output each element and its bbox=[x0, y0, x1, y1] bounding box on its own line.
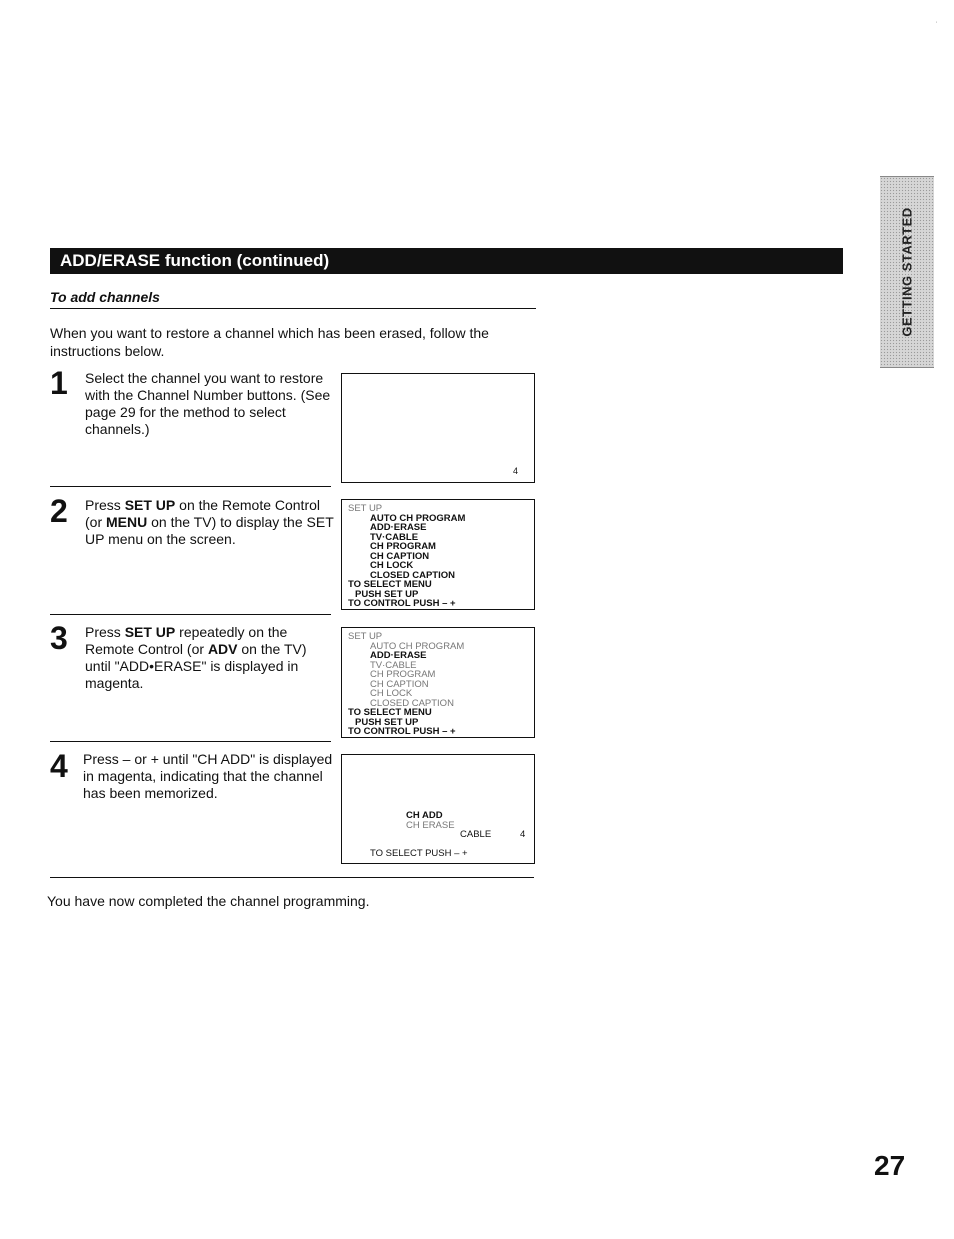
step-3-text: Press SET UP repeatedly on the Remote Control (or ADV on the TV) until "ADD•ERASE" is displayed in magenta. bbox=[85, 624, 307, 691]
step-2-text: Press SET UP on the Remote Control (or MENU on the TV) to display the SET UP menu on the screen. bbox=[85, 497, 334, 547]
screen-1-channel: 4 bbox=[512, 465, 518, 476]
tv-screen-ch-add bbox=[341, 754, 535, 864]
menu-item: CH CAPTION bbox=[370, 550, 430, 562]
menu-item: CH PROGRAM bbox=[370, 541, 436, 552]
step-4-text: Press – or + until "CH ADD" is displayed in magenta, indicating that the channel has been memorized. bbox=[83, 751, 333, 801]
menu-item: TV·CABLE bbox=[370, 531, 419, 543]
step-divider bbox=[50, 486, 331, 487]
section-title-bar: ADD/ERASE function (continued) bbox=[50, 248, 843, 274]
outro-paragraph: You have now completed the channel programming. bbox=[47, 893, 370, 909]
menu-item: CLOSED CAPTION bbox=[370, 697, 454, 709]
menu-footer: PUSH SET UP bbox=[355, 716, 419, 728]
step-divider bbox=[50, 614, 331, 615]
step-2-number: 2 bbox=[50, 493, 68, 529]
screen-4-channel: 4 bbox=[520, 829, 526, 840]
final-divider bbox=[50, 877, 534, 878]
menu-item: CLOSED CAPTION bbox=[370, 569, 455, 581]
menu-item: ADD·ERASE bbox=[370, 522, 427, 533]
menu-footer: TO CONTROL PUSH – + bbox=[348, 598, 456, 609]
getting-started-tab bbox=[880, 176, 934, 368]
menu-item: CH PROGRAM bbox=[370, 669, 436, 680]
menu-item: AUTO CH PROGRAM bbox=[370, 512, 466, 524]
menu-item: CH CAPTION bbox=[370, 678, 429, 690]
step-3-number: 3 bbox=[50, 620, 68, 656]
menu-item: AUTO CH PROGRAM bbox=[370, 640, 465, 652]
ch-erase-label: CH ERASE bbox=[406, 819, 455, 831]
step-1-text: Select the channel you want to restore with the Channel Number buttons. (See page 29 for the method to select channels.) bbox=[85, 370, 331, 437]
tv-screen-1 bbox=[341, 373, 535, 483]
menu-footer: TO SELECT MENU bbox=[348, 579, 432, 590]
menu-item: CH LOCK bbox=[370, 688, 413, 699]
tv-screen-setup-menu bbox=[341, 499, 535, 610]
intro-paragraph: When you want to restore a channel which has been erased, follow the instructions below. bbox=[50, 325, 489, 359]
menu-footer: PUSH SET UP bbox=[355, 588, 419, 600]
menu-item-highlighted: ADD·ERASE bbox=[370, 650, 427, 661]
screen-4-footer: TO SELECT PUSH – + bbox=[370, 848, 468, 859]
corner-mark: ' bbox=[936, 22, 938, 28]
menu-footer: TO SELECT MENU bbox=[348, 707, 432, 718]
menu-item: TV·CABLE bbox=[370, 659, 417, 671]
side-tab-label: GETTING STARTED bbox=[899, 207, 915, 337]
menu-title: SET UP bbox=[348, 503, 383, 514]
tv-screen-add-erase-highlighted bbox=[341, 627, 535, 738]
ch-add-label: CH ADD bbox=[406, 810, 443, 821]
step-divider bbox=[50, 741, 331, 742]
page-number: 27 bbox=[874, 1150, 906, 1181]
step-4-number: 4 bbox=[50, 748, 68, 784]
step-1-number: 1 bbox=[50, 365, 68, 401]
subheading: To add channels bbox=[50, 289, 536, 309]
menu-footer: TO CONTROL PUSH – + bbox=[348, 726, 456, 737]
menu-item: CH LOCK bbox=[370, 560, 414, 571]
menu-title: SET UP bbox=[348, 631, 383, 642]
cable-label: CABLE bbox=[460, 829, 492, 840]
